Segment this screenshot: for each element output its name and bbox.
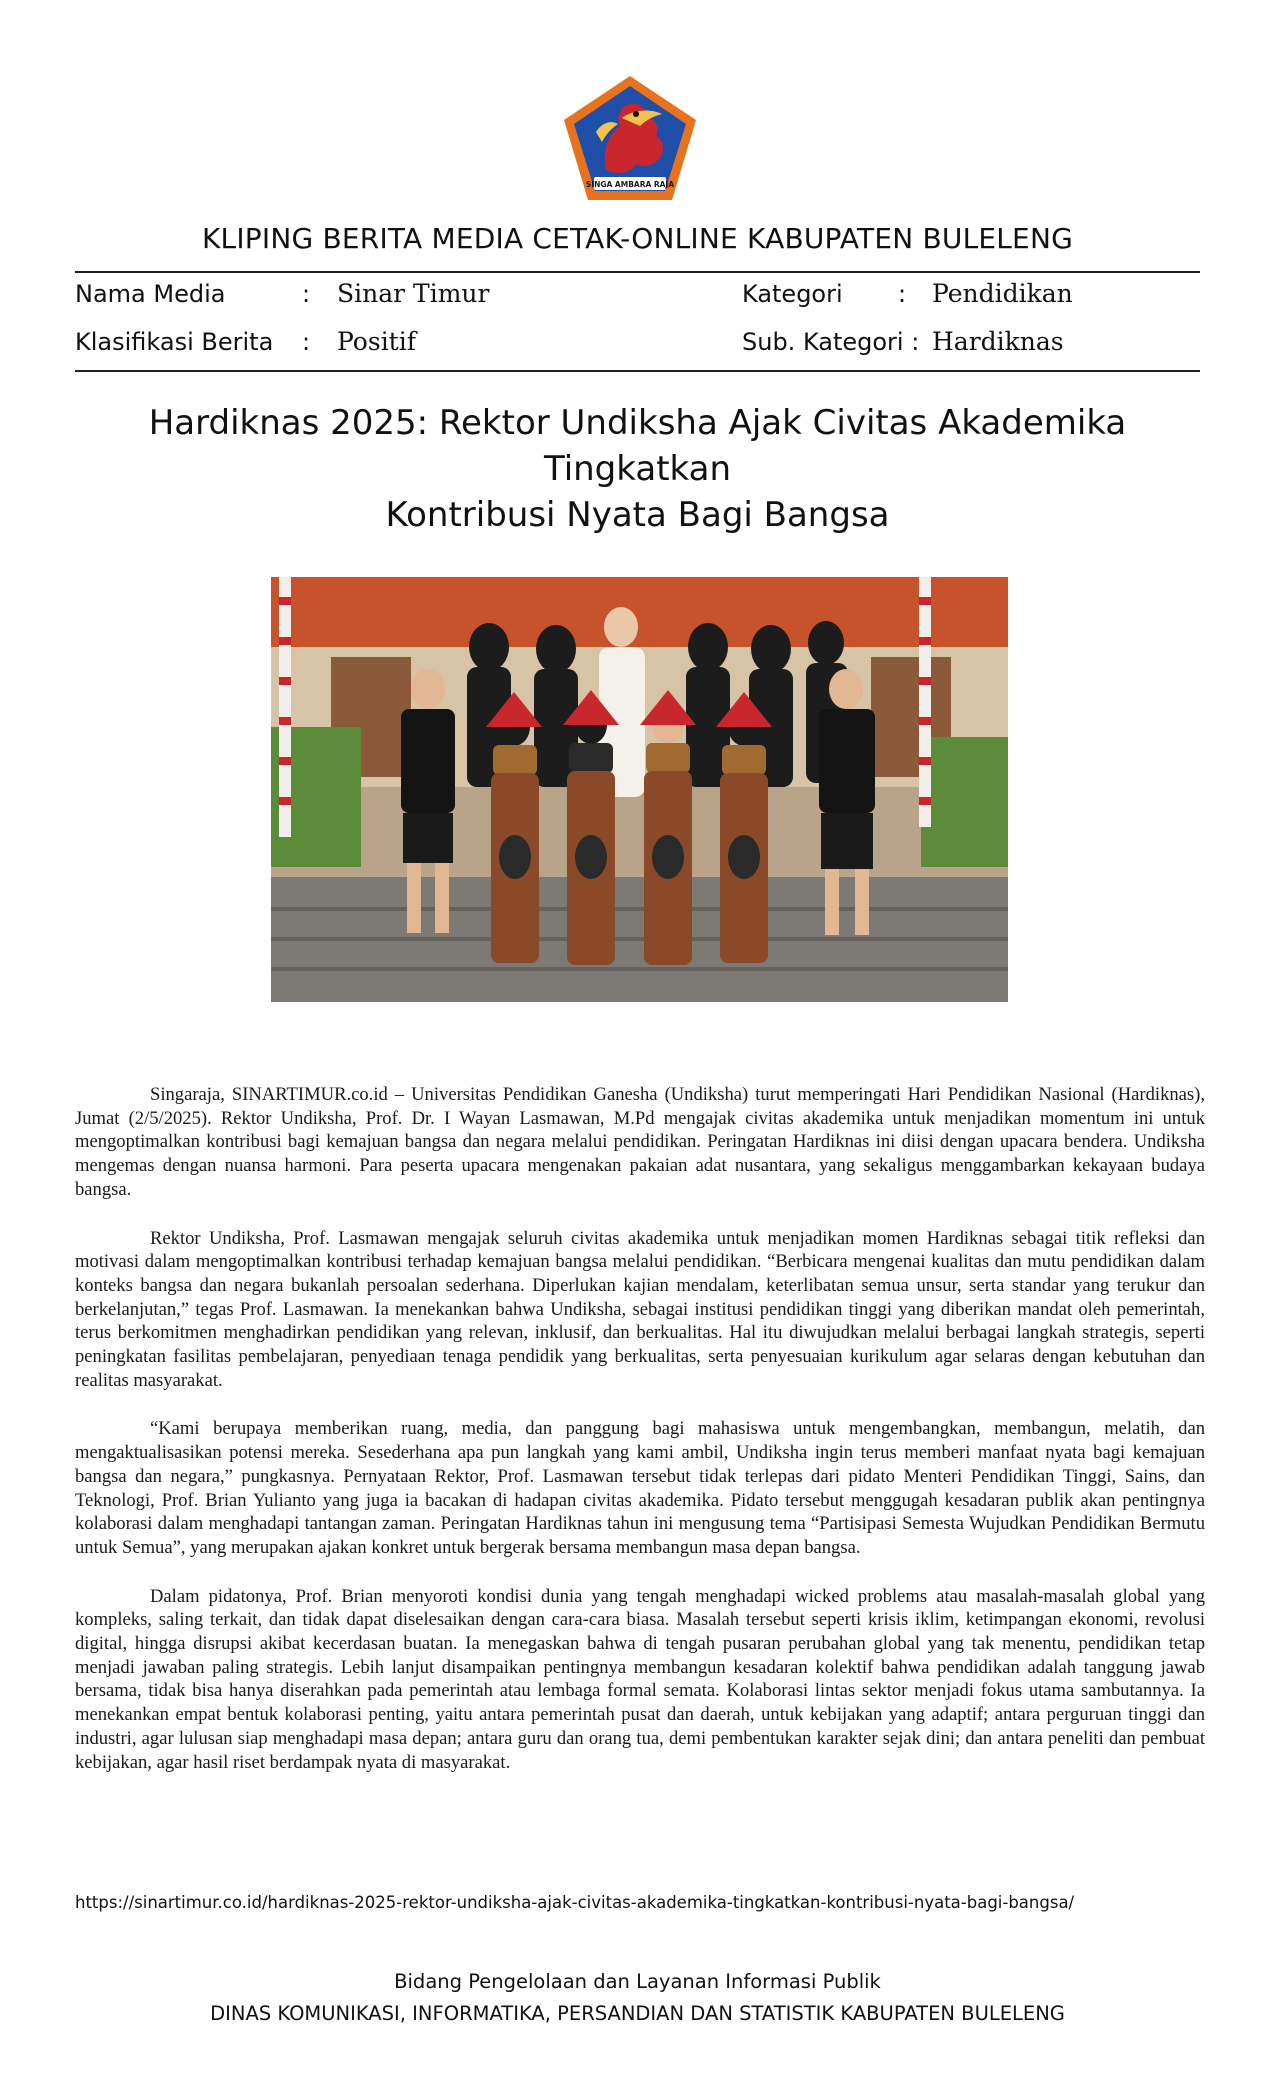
media-name-colon: : xyxy=(302,280,311,308)
subcategory-value: Hardiknas xyxy=(932,327,1064,356)
footer-agency: DINAS KOMUNIKASI, INFORMATIKA, PERSANDIAN DAN STATISTIK KABUPATEN BULELENG xyxy=(210,2002,1065,2025)
source-link[interactable]: https://sinartimur.co.id/hardiknas-2025-rektor-undiksha-ajak-civitas-akademika-tingkatkan-kontribusi-nyata-bagi-bangsa/ xyxy=(75,1893,1075,1912)
article-body xyxy=(75,1083,1205,1799)
classification-value: Positif xyxy=(337,327,416,356)
regency-logo xyxy=(562,74,698,202)
article-paragraph-4: Dalam pidatonya, Prof. Brian menyoroti kondisi dunia yang tengah menghadapi wicked problems atau masalah-masalah global yang kompleks, saling terkait, dan tidak dapat diselesaikan dengan cara-cara biasa. Masalah tersebut seperti krisis iklim, ketimpangan ekonomi, revolusi digital, hingga disrupsi akibat kecerdasan buatan. Ia menegaskan bahwa di tengah pusaran perubahan global yang tak menentu, pendidikan tetap menjadi jawaban paling strategis. Lebih lanjut disampaikan pentingnya membangun kesadaran kolektif bahwa pendidikan adalah tanggung jawab bersama, tidak bisa hanya diserahkan pada pemerintah atau lembaga formal semata. Kolaborasi lintas sektor menjadi fokus utama sambutannya. Ia menekankan empat bentuk kolaborasi penting, yaitu antara pemerintah pusat dan daerah, untuk kebijakan yang adaptif; antara perguruan tinggi dan industri, agar lulusan siap menghadapi masa depan; antara guru dan orang tua, demi pembentukan karakter sejak dini; dan antara peneliti dan pembuat kebijakan, agar hasil riset berdampak nyata di masyarakat. xyxy=(75,1585,1205,1773)
media-name-label: Nama Media xyxy=(75,280,226,308)
clipping-title: KLIPING BERITA MEDIA CETAK-ONLINE KABUPATEN BULELENG xyxy=(201,222,1073,255)
headline-line-2: Kontribusi Nyata Bagi Bangsa xyxy=(385,495,890,535)
article-headline xyxy=(90,400,1185,538)
footer-division: Bidang Pengelolaan dan Layanan Informasi Publik xyxy=(394,1970,881,1993)
article-paragraph-2: Rektor Undiksha, Prof. Lasmawan mengajak seluruh civitas akademika untuk menjadikan momen Hardiknas sebagai titik refleksi dan motivasi dalam mengoptimalkan kontribusi terhadap kemajuan bangsa melalui pendidikan. “Berbicara mengenai kualitas dan mutu pendidikan dalam konteks bangsa dan negara bukanlah persoalan sederhana. Diperlukan kajian mendalam, keterlibatan semua unsur, serta standar yang terukur dan berkelanjutan,” tegas Prof. Lasmawan. Ia menekankan bahwa Undiksha, sebagai institusi pendidikan tinggi yang diberikan mandat oleh pemerintah, terus berkomitmen menghadirkan pendidikan yang relevan, inklusif, dan berkualitas. Hal itu diwujudkan melalui berbagai langkah strategis, seperti peningkatan fasilitas pembelajaran, penyediaan tenaga pendidik yang berkualitas, serta penyesuaian kurikulum agar selaras dengan kebutuhan dan realitas masyarakat. xyxy=(75,1227,1205,1391)
singa-ambara-raja-emblem-icon xyxy=(562,74,698,202)
logo-motto: SINGA AMBARA RAJA xyxy=(585,180,675,189)
subcategory-label: Sub. Kategori : xyxy=(742,328,920,356)
category-label: Kategori xyxy=(742,280,843,308)
article-paragraph-3: “Kami berupaya memberikan ruang, media, dan panggung bagi mahasiswa untuk mengembangkan, membangun, melatih, dan mengaktualisasikan potensi mereka. Sesederhana apa pun langkah yang kami ambil, Undiksha ingin terus memberi manfaat nyata bagi kemajuan bangsa dan negara,” pungkasnya. Pernyataan Rektor, Prof. Lasmawan tersebut tidak terlepas dari pidato Menteri Pendidikan Tinggi, Sains, dan Teknologi, Prof. Brian Yulianto yang juga ia bacakan di hadapan civitas akademika. Pidato tersebut menggugah kesadaran publik akan pentingnya kolaborasi dalam menghadapi tantangan zaman. Peringatan Hardiknas tahun ini mengusung tema “Partisipasi Semesta Wujudkan Pendidikan Bermutu untuk Semua”, yang merupakan ajakan konkret untuk bergerak bersama membangun masa depan bangsa. xyxy=(75,1418,1205,1558)
category-value: Pendidikan xyxy=(932,279,1073,308)
classification-label: Klasifikasi Berita xyxy=(75,328,274,356)
category-colon: : xyxy=(898,280,907,308)
group-photo-image xyxy=(271,577,1008,1002)
classification-colon: : xyxy=(302,328,311,356)
divider-bottom xyxy=(75,370,1200,372)
article-paragraph-1: Singaraja, SINARTIMUR.co.id – Universitas Pendidikan Ganesha (Undiksha) turut memperingati Hari Pendidikan Nasional (Hardiknas), Jumat (2/5/2025). Rektor Undiksha, Prof. Dr. I Wayan Lasmawan, M.Pd mengajak civitas akademika untuk menjadikan momentum ini untuk mengoptimalkan kontribusi bagi kemajuan bangsa dan negara melalui pendidikan. Peringatan Hardiknas ini diisi dengan upacara bendera. Undiksha mengemas dengan nuansa harmoni. Para peserta upacara mengenakan pakaian adat nusantara, yang sekaligus menggambarkan kekayaan budaya bangsa. xyxy=(75,1084,1205,1200)
article-photo xyxy=(271,577,1008,1002)
divider-top xyxy=(75,271,1200,273)
media-name-value: Sinar Timur xyxy=(337,279,490,308)
headline-line-1: Hardiknas 2025: Rektor Undiksha Ajak Civitas Akademika Tingkatkan xyxy=(148,403,1127,489)
